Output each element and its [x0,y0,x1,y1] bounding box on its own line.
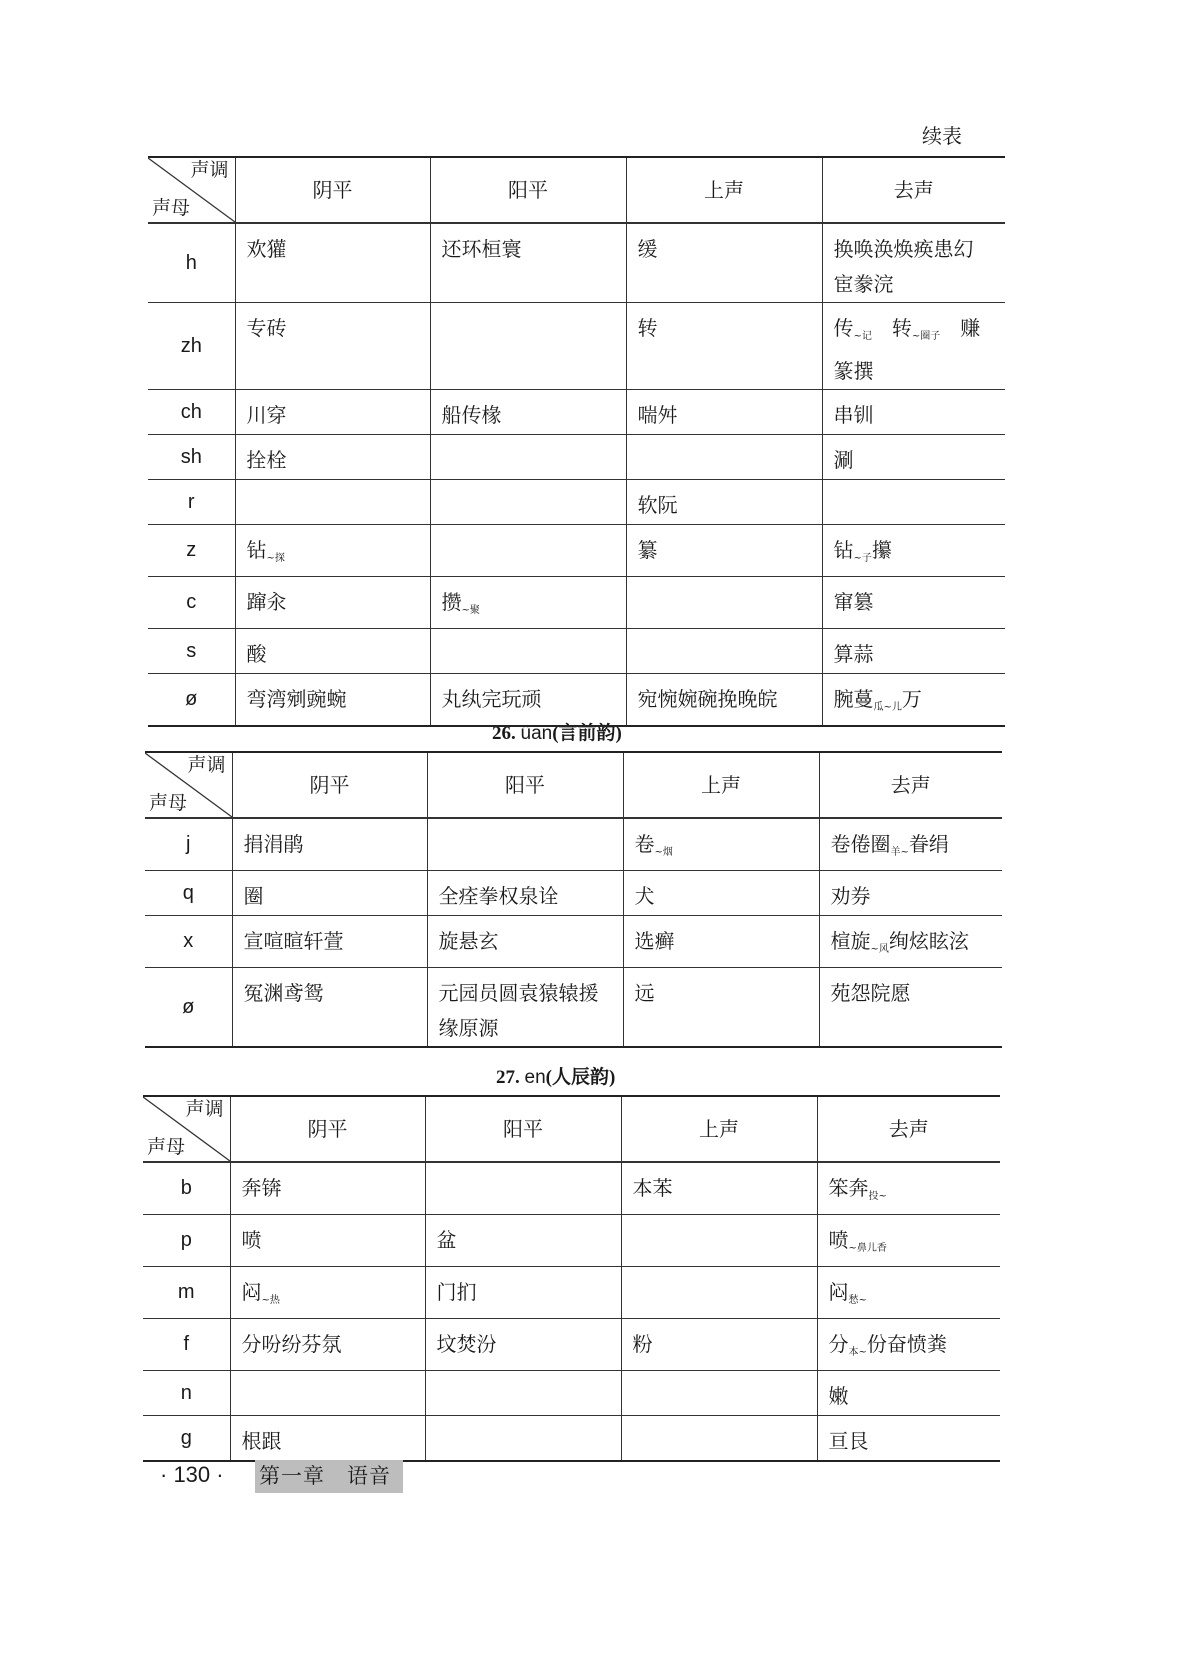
cell-line: 门扪 [436,1280,477,1304]
character-cell [430,629,626,674]
cell-line: 捐涓鹃 [243,832,304,856]
initial-cell: h [148,223,235,303]
character-cell [626,480,822,525]
character-cell [235,480,430,525]
character-cell [425,1267,621,1319]
character-cell [817,1371,1000,1416]
character-cell [819,968,1002,1048]
cell-line: 宛惋婉碗挽晚皖 [637,687,778,711]
cell-line: 宣喧暄轩萱 [243,929,344,953]
character-cell [621,1371,817,1416]
column-header: 阴平 [232,752,427,818]
title-name: (言前韵) [552,723,622,744]
character-cell [427,871,623,916]
table-row [143,1267,1000,1319]
initial-cell: q [145,871,232,916]
usage-note: 瓜~儿 [873,702,902,713]
cell-line: 劝券 [830,884,871,908]
character-cell [232,968,427,1048]
character-cell [626,435,822,480]
cell-line: 远 [634,981,655,1005]
character-cell [235,390,430,435]
cell-line: 串钏 [833,403,874,427]
usage-note: ~风 [870,944,889,955]
character-cell [230,1267,425,1319]
header-row [145,752,1002,818]
cell-line: 分$_{本\sim}$份奋愤粪 [828,1332,947,1358]
corner-tone-label: 声调 [187,755,226,776]
table-row [148,390,1005,435]
character-cell [626,674,822,727]
initial-cell: c [148,577,235,629]
column-header: 阴平 [235,157,430,223]
table-row [143,1162,1000,1215]
cell-line: 传$_{\sim 记}$ 转$_{\sim 圈子}$ 赚 [833,316,981,342]
character-cell [430,577,626,629]
character-cell [621,1319,817,1371]
character-cell [230,1215,425,1267]
initial-cell: b [143,1162,230,1215]
cell-line: 拴栓 [246,448,287,472]
cell-line: 喘舛 [637,403,678,427]
character-cell [230,1371,425,1416]
title-number: 26. [492,723,516,744]
cell-line: 闷$_{\sim 热}$ [241,1280,280,1306]
table-row [145,916,1002,968]
cell-line: 喷$_{\sim 鼻儿香}$ [828,1228,887,1254]
column-header: 上声 [621,1096,817,1162]
initial-cell: z [148,525,235,577]
cell-line: 粉 [632,1332,653,1356]
table-row [143,1416,1000,1462]
initial-cell: s [148,629,235,674]
character-cell [822,303,1005,390]
cell-line: 攒$_{\sim 聚}$ [441,590,480,616]
cell-line: 窜篡 [833,590,874,614]
column-header: 去声 [817,1096,1000,1162]
cell-line: 本苯 [632,1176,673,1200]
character-cell [235,525,430,577]
cell-line: 闷$_{愁\sim}$ [828,1280,867,1306]
character-cell [425,1162,621,1215]
initial-cell: g [143,1416,230,1462]
cell-line: 欢獾 [246,237,287,261]
character-cell [626,525,822,577]
character-cell [430,674,626,727]
table-row [148,435,1005,480]
usage-note: 投~ [868,1191,887,1202]
initial-cell: sh [148,435,235,480]
character-cell [817,1215,1000,1267]
initial-cell: r [148,480,235,525]
cell-line: 专砖 [246,316,287,340]
table-row [148,674,1005,727]
chapter-label: 第一章 语音 [255,1460,403,1493]
table-title-27 [496,1062,615,1089]
cell-line: 涮 [833,448,854,472]
cell-line: 楦旋$_{\sim 风}$绚炫眩泫 [830,929,969,955]
cell-line: 换唤涣焕痪患幻 [833,237,974,261]
table-row [148,480,1005,525]
initial-cell: f [143,1319,230,1371]
character-cell [235,629,430,674]
table-row [148,223,1005,303]
cell-line: 亘艮 [828,1429,869,1453]
character-cell [626,303,822,390]
character-cell [623,818,819,871]
cell-line: 苑怨院愿 [830,981,911,1005]
usage-note: ~鼻儿香 [848,1243,887,1254]
character-cell [623,916,819,968]
usage-note: ~聚 [461,605,480,616]
page-number: · 130 · [160,1462,224,1487]
character-cell [425,1371,621,1416]
cell-line: 缓 [637,237,658,261]
table-row [145,871,1002,916]
cell-line: 缘原源 [438,1016,499,1040]
cell-line: 软阮 [637,493,678,517]
cell-line: 纂 [637,538,658,562]
character-cell [235,223,430,303]
cell-line: 分吩纷芬氛 [241,1332,342,1356]
table-row [148,525,1005,577]
character-cell [430,390,626,435]
character-cell [822,629,1005,674]
cell-line: 蹿汆 [246,590,287,614]
cell-line: 旋悬玄 [438,929,499,953]
character-cell [430,525,626,577]
column-header: 上声 [623,752,819,818]
character-cell [235,577,430,629]
character-cell [235,435,430,480]
character-cell [822,480,1005,525]
initial-cell: m [143,1267,230,1319]
column-header: 去声 [819,752,1002,818]
character-cell [817,1319,1000,1371]
cell-line: 腕蔓$_{瓜\sim 儿}$万 [833,687,922,713]
column-header: 阳平 [430,157,626,223]
cell-line: 嫩 [828,1384,849,1408]
usage-note: ~烟 [654,847,673,858]
table-row [143,1371,1000,1416]
cell-line: 圈 [243,884,264,908]
character-cell [232,871,427,916]
table-row [145,968,1002,1048]
usage-note: 本~ [848,1347,867,1358]
initial-cell: x [145,916,232,968]
character-cell [425,1319,621,1371]
title-name: (人辰韵) [545,1067,616,1088]
character-cell [430,223,626,303]
character-cell [626,223,822,303]
title-number: 27. [496,1067,520,1088]
cell-line: 还环桓寰 [441,237,522,261]
character-cell [427,818,623,871]
title-pinyin: en [524,1067,546,1088]
rhyme-table-27-en [143,1095,1000,1462]
cell-line: 坟焚汾 [436,1332,497,1356]
cell-line: 元园员圆袁猿辕援 [438,981,599,1005]
title-pinyin: üan [520,723,553,744]
cell-line: 根跟 [241,1429,282,1453]
initial-cell: j [145,818,232,871]
table-row [148,303,1005,390]
column-header: 阳平 [427,752,623,818]
corner-tone-label: 声调 [190,160,229,181]
character-cell [819,916,1002,968]
cell-line: 喷 [241,1228,262,1252]
character-cell [623,968,819,1048]
character-cell [817,1267,1000,1319]
character-cell [621,1416,817,1462]
initial-cell: p [143,1215,230,1267]
cell-line: 奔锛 [241,1176,282,1200]
cell-line: 转 [637,316,658,340]
usage-note: 羊~ [890,847,909,858]
cell-line: 酸 [246,642,267,666]
table-row [143,1319,1000,1371]
table-row [148,629,1005,674]
cell-line: 冤渊鸢鸳 [243,981,324,1005]
character-cell [425,1416,621,1462]
corner-cell [143,1096,230,1162]
header-row [148,157,1005,223]
cell-line: 笨奔$_{投\sim}$ [828,1176,887,1202]
character-cell [621,1162,817,1215]
cell-line: 丸纨完玩顽 [441,687,542,711]
character-cell [425,1215,621,1267]
table-row [143,1215,1000,1267]
column-header: 阳平 [425,1096,621,1162]
character-cell [235,303,430,390]
cell-line: 船传椽 [441,403,502,427]
cell-line: 川穿 [246,403,287,427]
character-cell [626,577,822,629]
rhyme-table-uan-continued [148,156,1005,727]
cell-line: 篆撰 [833,359,874,383]
usage-note: 愁~ [848,1295,867,1306]
continued-label: 续表 [922,124,962,148]
character-cell [621,1267,817,1319]
header-row [143,1096,1000,1162]
character-cell [626,390,822,435]
character-cell [623,871,819,916]
rhyme-table-26-uan [145,751,1002,1048]
cell-line: 算蒜 [833,642,874,666]
character-cell [230,1416,425,1462]
corner-initial-label: 声母 [147,1137,186,1158]
character-cell [626,629,822,674]
character-cell [621,1215,817,1267]
initial-cell: ø [145,968,232,1048]
table-row [145,818,1002,871]
character-cell [235,674,430,727]
cell-line: 宦豢浣 [833,272,894,296]
corner-tone-label: 声调 [185,1099,224,1120]
character-cell [427,916,623,968]
character-cell [822,525,1005,577]
character-cell [822,223,1005,303]
cell-line: 钻$_{\sim 探}$ [246,538,285,564]
initial-cell: n [143,1371,230,1416]
corner-cell [148,157,235,223]
usage-note: ~圈子 [911,331,941,342]
character-cell [427,968,623,1048]
character-cell [819,871,1002,916]
cell-line: 盆 [436,1228,457,1252]
character-cell [822,674,1005,727]
character-cell [430,435,626,480]
column-header: 阴平 [230,1096,425,1162]
cell-line: 卷倦圈$_{羊\sim}$眷绢 [830,832,949,858]
initial-cell: zh [148,303,235,390]
initial-cell: ø [148,674,235,727]
character-cell [230,1162,425,1215]
corner-cell [145,752,232,818]
cell-line: 钻$_{\sim 子}$攥 [833,538,892,564]
cell-line: 卷$_{\sim 烟}$ [634,832,673,858]
character-cell [230,1319,425,1371]
character-cell [817,1162,1000,1215]
corner-initial-label: 声母 [149,793,188,814]
character-cell [232,818,427,871]
character-cell [430,303,626,390]
usage-note: ~记 [853,331,872,342]
character-cell [232,916,427,968]
corner-initial-label: 声母 [152,198,191,219]
usage-note: ~探 [266,553,285,564]
table-row [148,577,1005,629]
column-header: 上声 [626,157,822,223]
character-cell [822,577,1005,629]
usage-note: ~热 [261,1295,280,1306]
cell-line: 选癣 [634,929,675,953]
initial-cell: ch [148,390,235,435]
character-cell [822,390,1005,435]
usage-note: ~子 [853,553,872,564]
column-header: 去声 [822,157,1005,223]
cell-line: 犬 [634,884,655,908]
character-cell [430,480,626,525]
character-cell [819,818,1002,871]
character-cell [822,435,1005,480]
cell-line: 弯湾剜豌蜿 [246,687,347,711]
cell-line: 全痊拳权泉诠 [438,884,559,908]
character-cell [817,1416,1000,1462]
